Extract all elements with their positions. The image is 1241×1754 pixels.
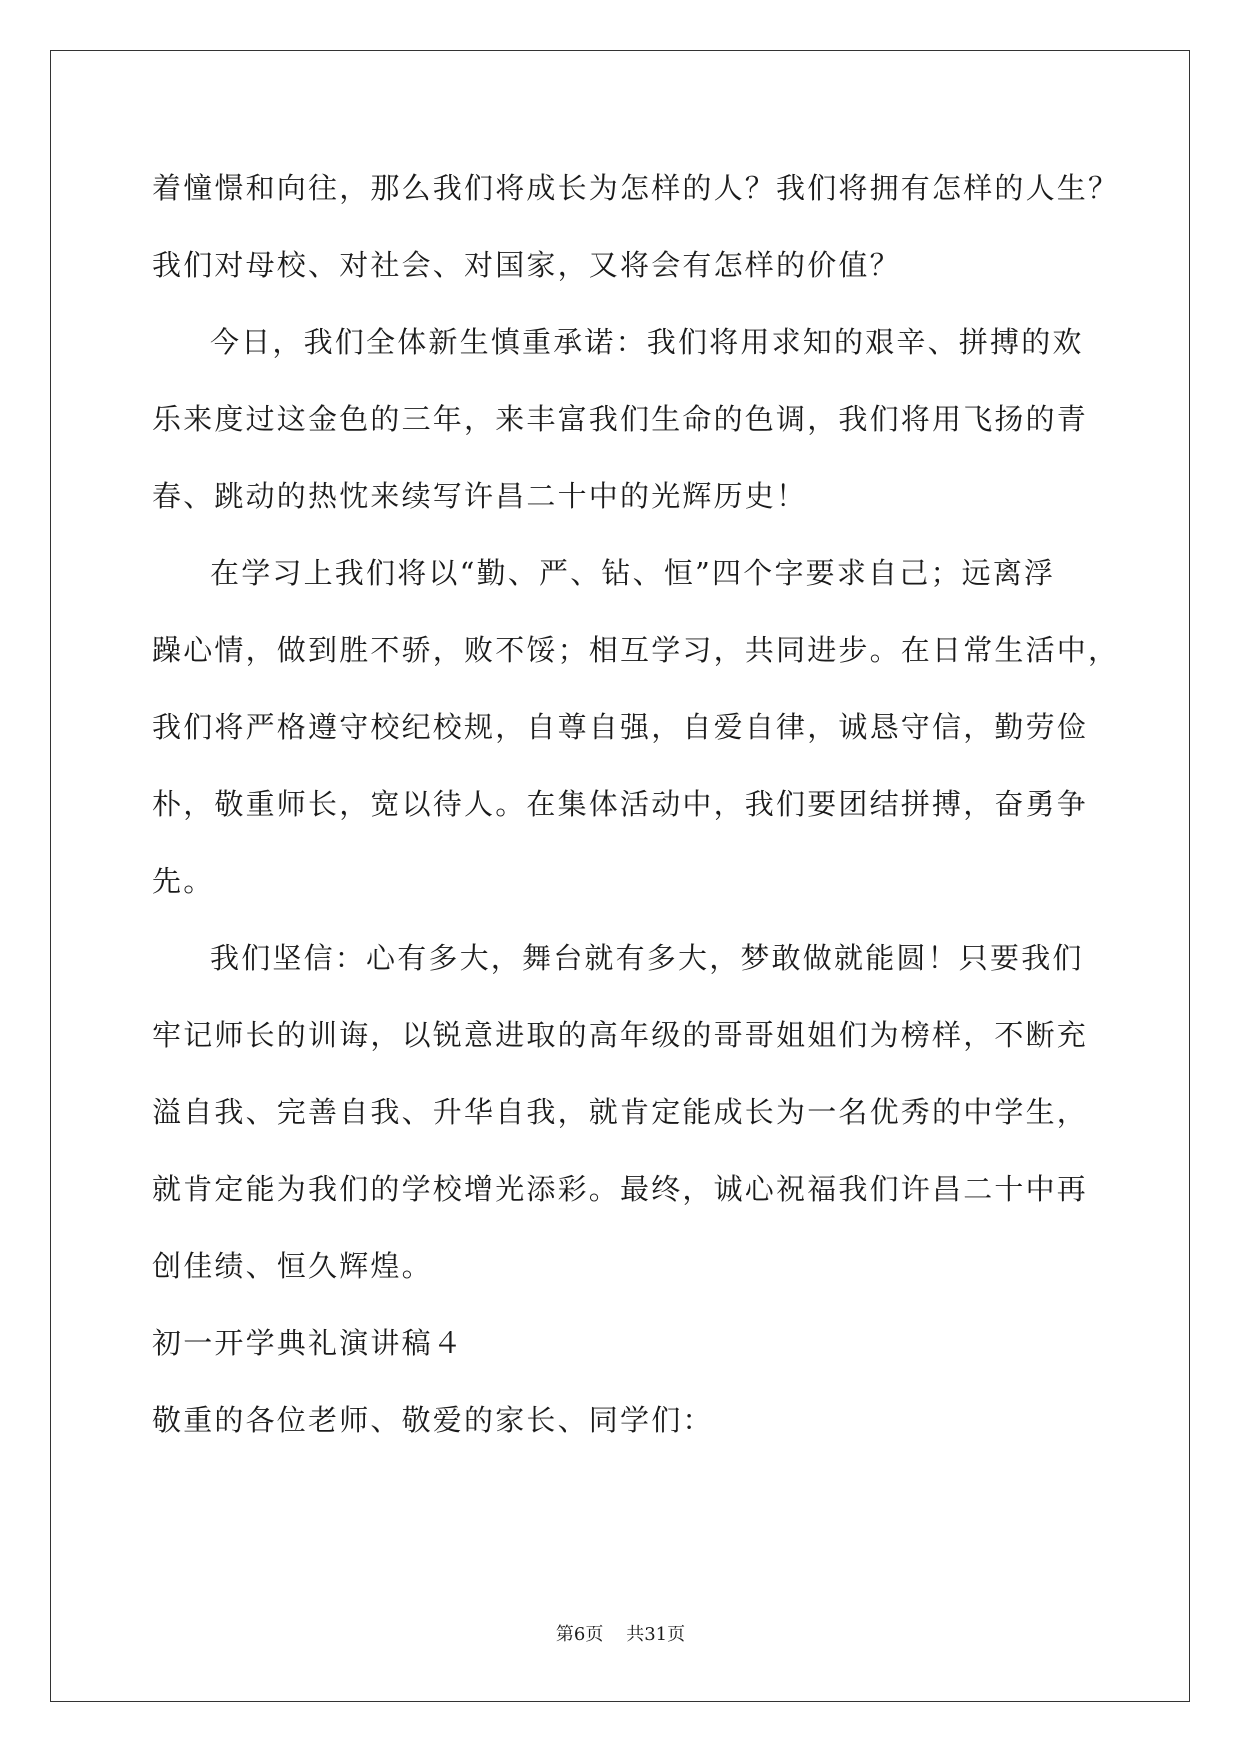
text-line: 我们将严格遵守校纪校规，自尊自强，自爱自律，诚恳守信，勤劳俭 [152,710,1089,744]
text-line: 着憧憬和向往，那么我们将成长为怎样的人？我们将拥有怎样的人生？ [152,171,1120,205]
text-line: 牢记师长的训诲，以锐意进取的高年级的哥哥姐姐们为榜样，不断充 [152,1018,1089,1052]
paragraph-start-line: 我们坚信：心有多大，舞台就有多大，梦敢做就能圆！只要我们 [210,941,1084,975]
text-line: 乐来度过这金色的三年，来丰富我们生命的色调，我们将用飞扬的青 [152,402,1089,436]
section-heading: 初一开学典礼演讲稿４ [152,1326,465,1360]
page-label-prefix: 第 [555,1624,574,1645]
text-line: 春、跳动的热忱来续写许昌二十中的光辉历史！ [152,479,808,513]
total-label-suffix: 页 [667,1624,686,1645]
text-line: 溢自我、完善自我、升华自我，就肯定能成长为一名优秀的中学生， [152,1095,1089,1129]
text-line: 躁心情，做到胜不骄，败不馁；相互学习，共同进步。在日常生活中， [152,633,1120,667]
paragraph-start-line: 在学习上我们将以“勤、严、钻、恒”四个字要求自己；远离浮 [210,556,1056,590]
total-label-prefix: 共 [626,1624,645,1645]
text-line: 朴，敬重师长，宽以待人。在集体活动中，我们要团结拼搏，奋勇争 [152,787,1089,821]
paragraph-start-line: 今日，我们全体新生慎重承诺：我们将用求知的艰辛、拼搏的欢 [210,325,1084,359]
page-border [50,50,1190,1702]
text-line: 先。 [152,864,215,898]
total-pages-number: 31 [644,1624,668,1645]
text-line: 就肯定能为我们的学校增光添彩。最终，诚心祝福我们许昌二十中再 [152,1172,1089,1206]
page-label-suffix: 页 [585,1624,604,1645]
salutation-line: 敬重的各位老师、敬爱的家长、同学们： [152,1403,714,1437]
page-footer [0,1620,1241,1646]
text-line: 我们对母校、对社会、对国家，又将会有怎样的价值？ [152,248,901,282]
current-page-number: 6 [573,1624,586,1645]
text-line: 创佳绩、恒久辉煌。 [152,1249,433,1283]
